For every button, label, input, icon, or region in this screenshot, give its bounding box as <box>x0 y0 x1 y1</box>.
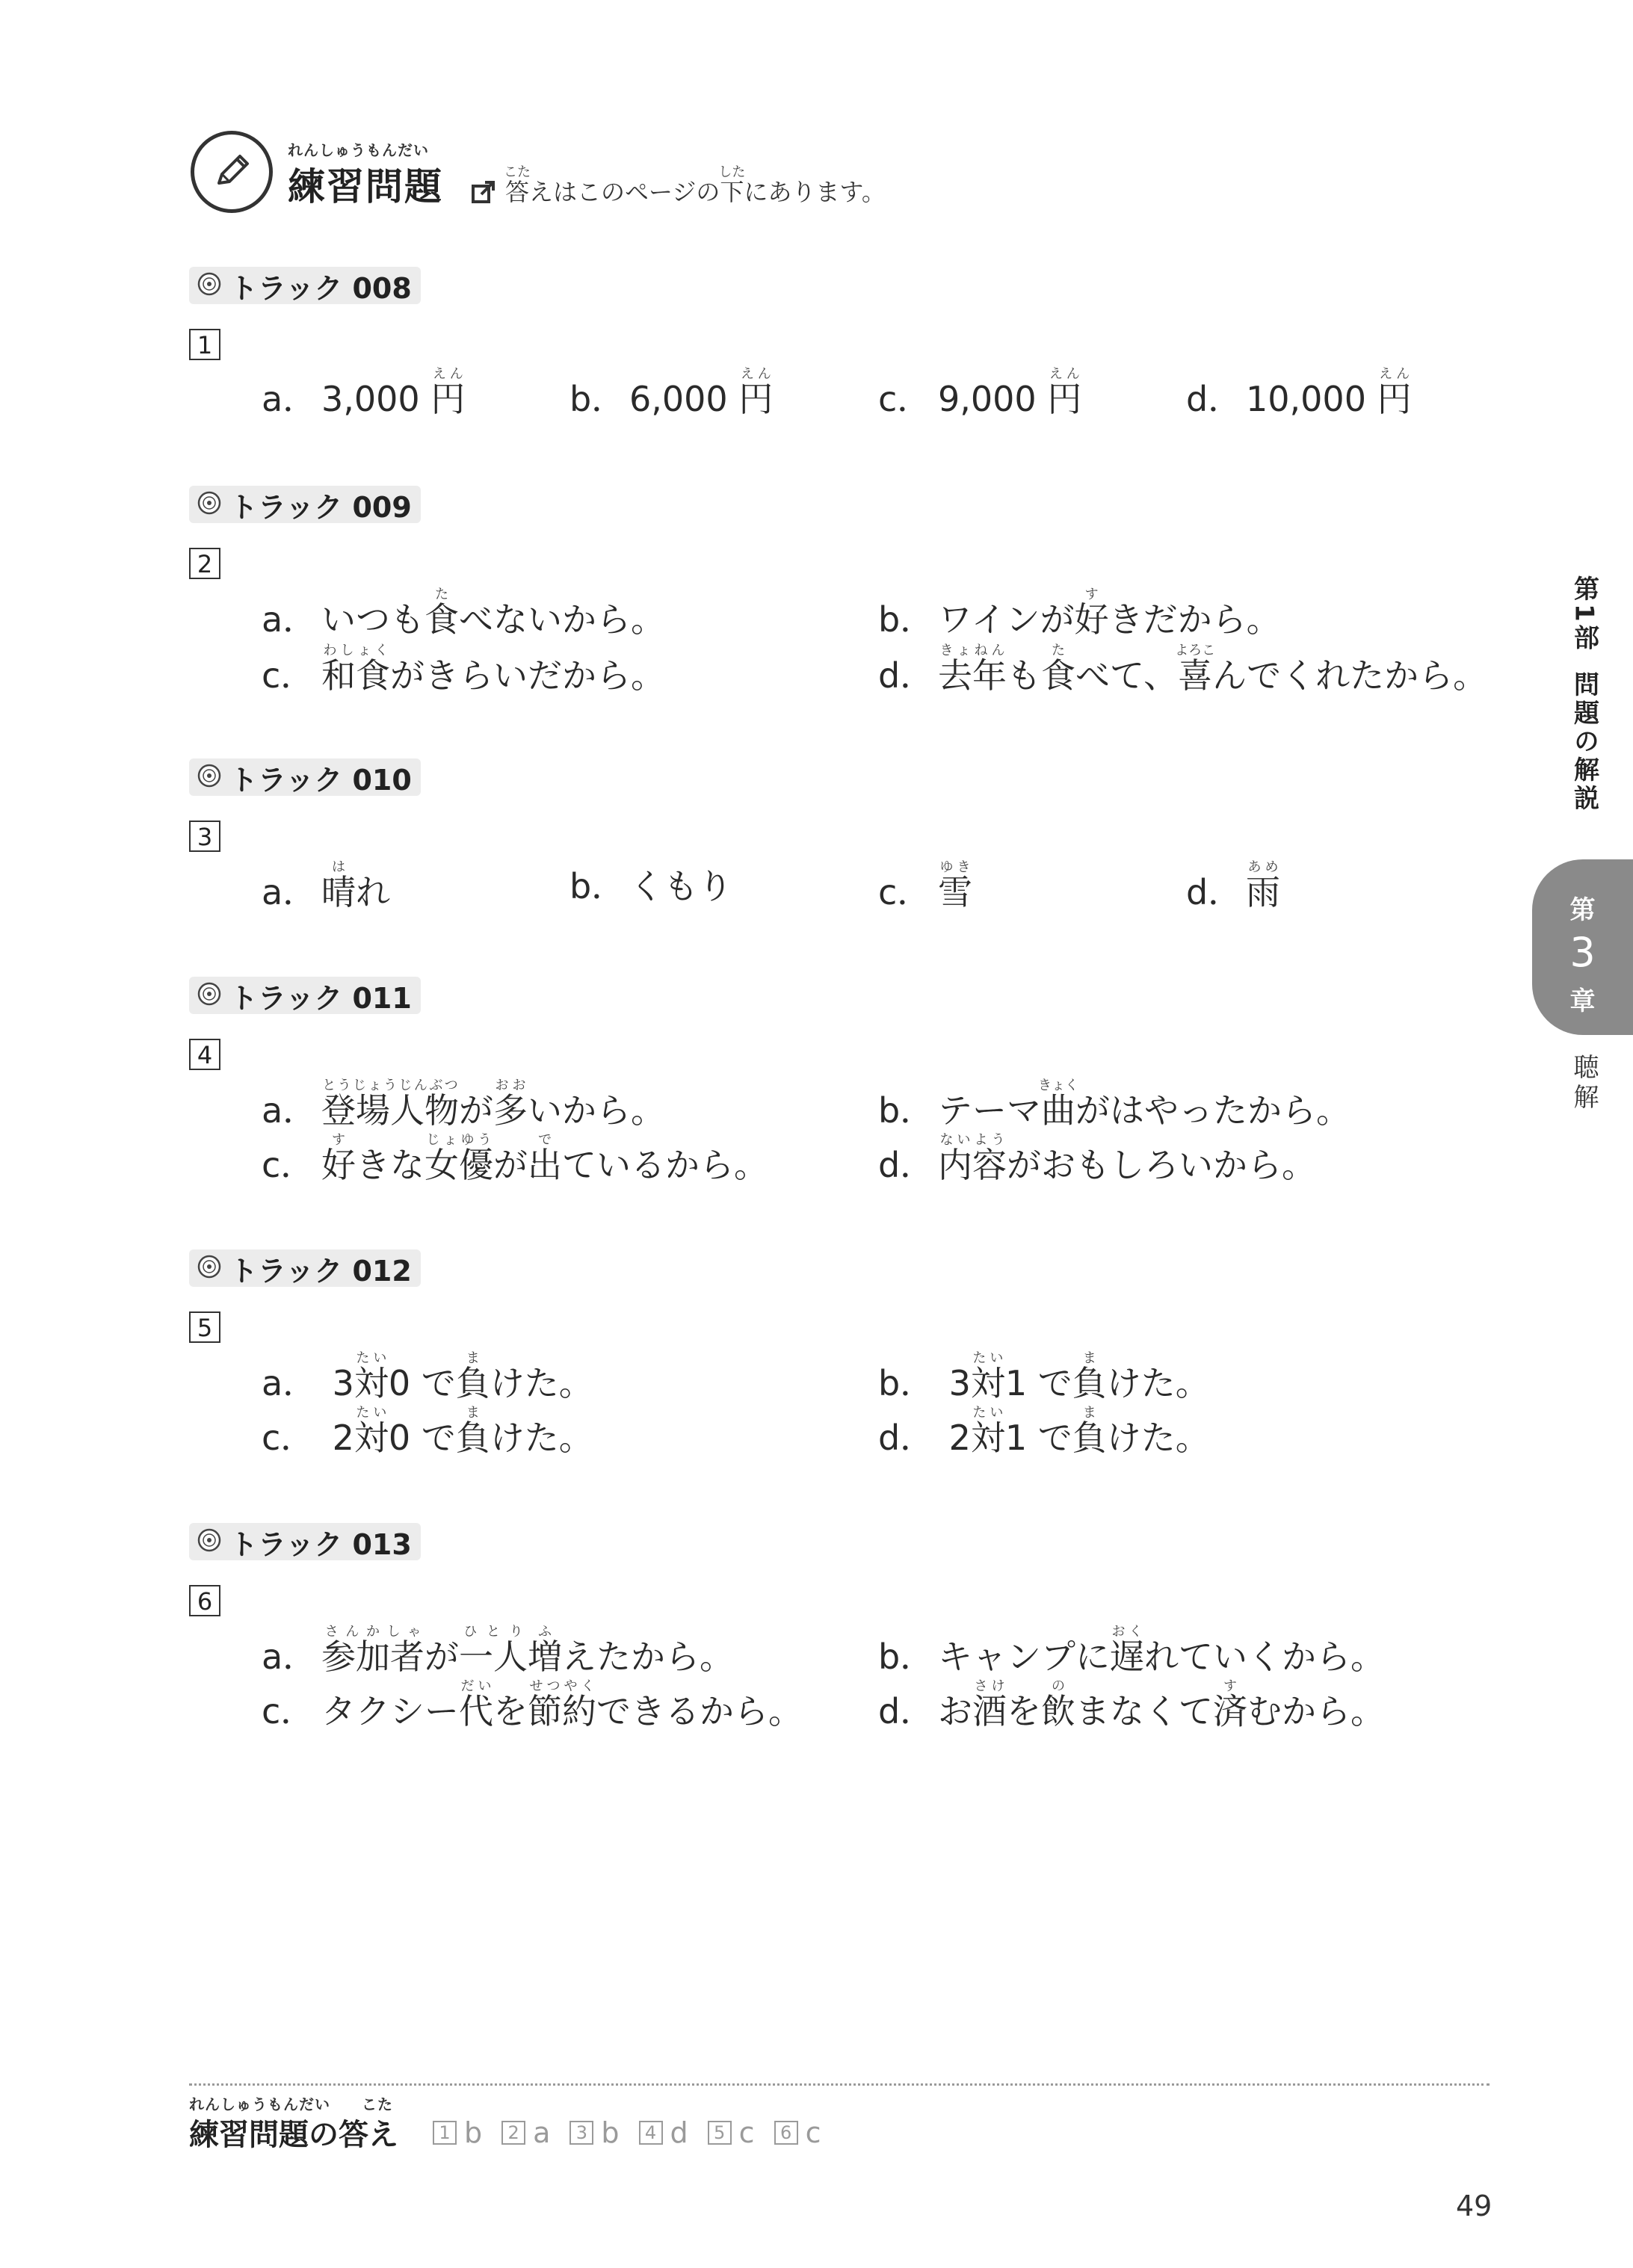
footer-divider <box>189 2083 1490 2086</box>
option-d: d． 内容ないようがおもしろいから。 <box>878 1132 1316 1185</box>
cd-icon <box>197 981 222 1010</box>
chapter-suffix: 章 <box>1569 986 1596 1016</box>
header-title-ruby: れんしゅうもんだい <box>288 141 429 159</box>
cd-icon <box>197 763 222 791</box>
option-b: b． 6,000 円えん <box>569 366 774 419</box>
option-d: d． 10,000 円えん <box>1186 366 1412 419</box>
track-label: トラック 010 <box>229 763 412 797</box>
track-badge <box>189 267 421 304</box>
option-a: a． いつも食たべないから。 <box>262 587 665 640</box>
sidebar-part-title: 問題の解説 <box>1569 670 1599 813</box>
option-b: b． ワインが好すきだから。 <box>878 587 1281 640</box>
option-a: a． 3対たい0 で負まけた。 <box>262 1350 593 1403</box>
answer-item: 4 d <box>639 2116 688 2149</box>
track-badge <box>189 486 421 523</box>
track-badge <box>189 758 421 796</box>
page-title: 練習問題 <box>288 165 443 208</box>
question-number: 3 <box>189 821 220 852</box>
cd-icon <box>197 490 222 519</box>
chapter-tab <box>1532 859 1633 1035</box>
question-number: 6 <box>189 1585 220 1616</box>
option-a: a． 登場人物とうじょうじんぶつが多おおいから。 <box>262 1078 665 1131</box>
chapter-number: 3 <box>1569 929 1596 976</box>
option-d: d． 2対たい1 で負まけた。 <box>878 1405 1210 1458</box>
option-d: d． 去年きょねんも食たべて、喜よろこんでくれたから。 <box>878 643 1488 696</box>
external-link-icon <box>471 179 496 208</box>
track-label: トラック 008 <box>229 271 412 305</box>
track-label: トラック 009 <box>229 490 412 524</box>
option-c: c． 好すきな女優じょゆうが出でているから。 <box>262 1132 768 1185</box>
question-number: 2 <box>189 548 220 579</box>
answer-item: 3 b <box>569 2116 619 2149</box>
sidebar-part-label: 第1部 <box>1569 575 1599 653</box>
answers-ruby: れんしゅうもんだい こた <box>189 2095 393 2113</box>
track-badge <box>189 1249 421 1287</box>
question-number: 4 <box>189 1039 220 1070</box>
option-b: b． くもり <box>569 866 732 906</box>
page-number: 49 <box>1456 2190 1492 2222</box>
track-label: トラック 011 <box>229 981 412 1015</box>
cd-icon <box>197 271 222 300</box>
option-d: d． お酒さけを飲のまなくて済すむから。 <box>878 1678 1385 1731</box>
answer-item: 2 a <box>501 2116 550 2149</box>
pencil-icon <box>191 131 273 213</box>
answer-item: 5 c <box>708 2116 755 2149</box>
question-number: 1 <box>189 329 220 360</box>
answer-item: 1 b <box>433 2116 482 2149</box>
option-b: b． 3対たい1 で負まけた。 <box>878 1350 1210 1403</box>
header-note <box>471 164 886 208</box>
option-b: b． テーマ曲きょくがはやったから。 <box>878 1078 1350 1131</box>
option-a: a． 3,000 円えん <box>262 366 466 419</box>
option-c: c． 9,000 円えん <box>878 366 1082 419</box>
answer-item: 6 c <box>774 2116 821 2149</box>
track-badge <box>189 977 421 1014</box>
track-label: トラック 013 <box>229 1527 412 1561</box>
question-number: 5 <box>189 1311 220 1343</box>
cd-icon <box>197 1254 222 1282</box>
option-c: c． 2対たい0 で負まけた。 <box>262 1405 593 1458</box>
cd-icon <box>197 1527 222 1556</box>
answers-section <box>189 2092 821 2154</box>
answers-title: 練習問題の答え <box>189 2118 398 2152</box>
track-badge <box>189 1523 421 1560</box>
header-note-text: 答こたえはこのページの下したにあります。 <box>504 164 886 206</box>
option-c: c． 和食わしょくがきらいだから。 <box>262 643 665 696</box>
option-b: b． キャンプに遅おくれていくから。 <box>878 1624 1385 1677</box>
chapter-title: 聴解 <box>1569 1054 1599 1113</box>
option-a: a． 参加者さんかしゃが一人ひとり増ふえたから。 <box>262 1624 734 1677</box>
option-c: c． タクシー代だいを節約せつやくできるから。 <box>262 1678 803 1731</box>
chapter-prefix: 第 <box>1569 895 1596 925</box>
sidebar-part <box>1562 575 1607 813</box>
track-label: トラック 012 <box>229 1254 412 1288</box>
option-c: c． 雪ゆき <box>878 859 972 912</box>
option-d: d． 雨あめ <box>1186 859 1280 912</box>
option-a: a． 晴はれ <box>262 859 390 912</box>
